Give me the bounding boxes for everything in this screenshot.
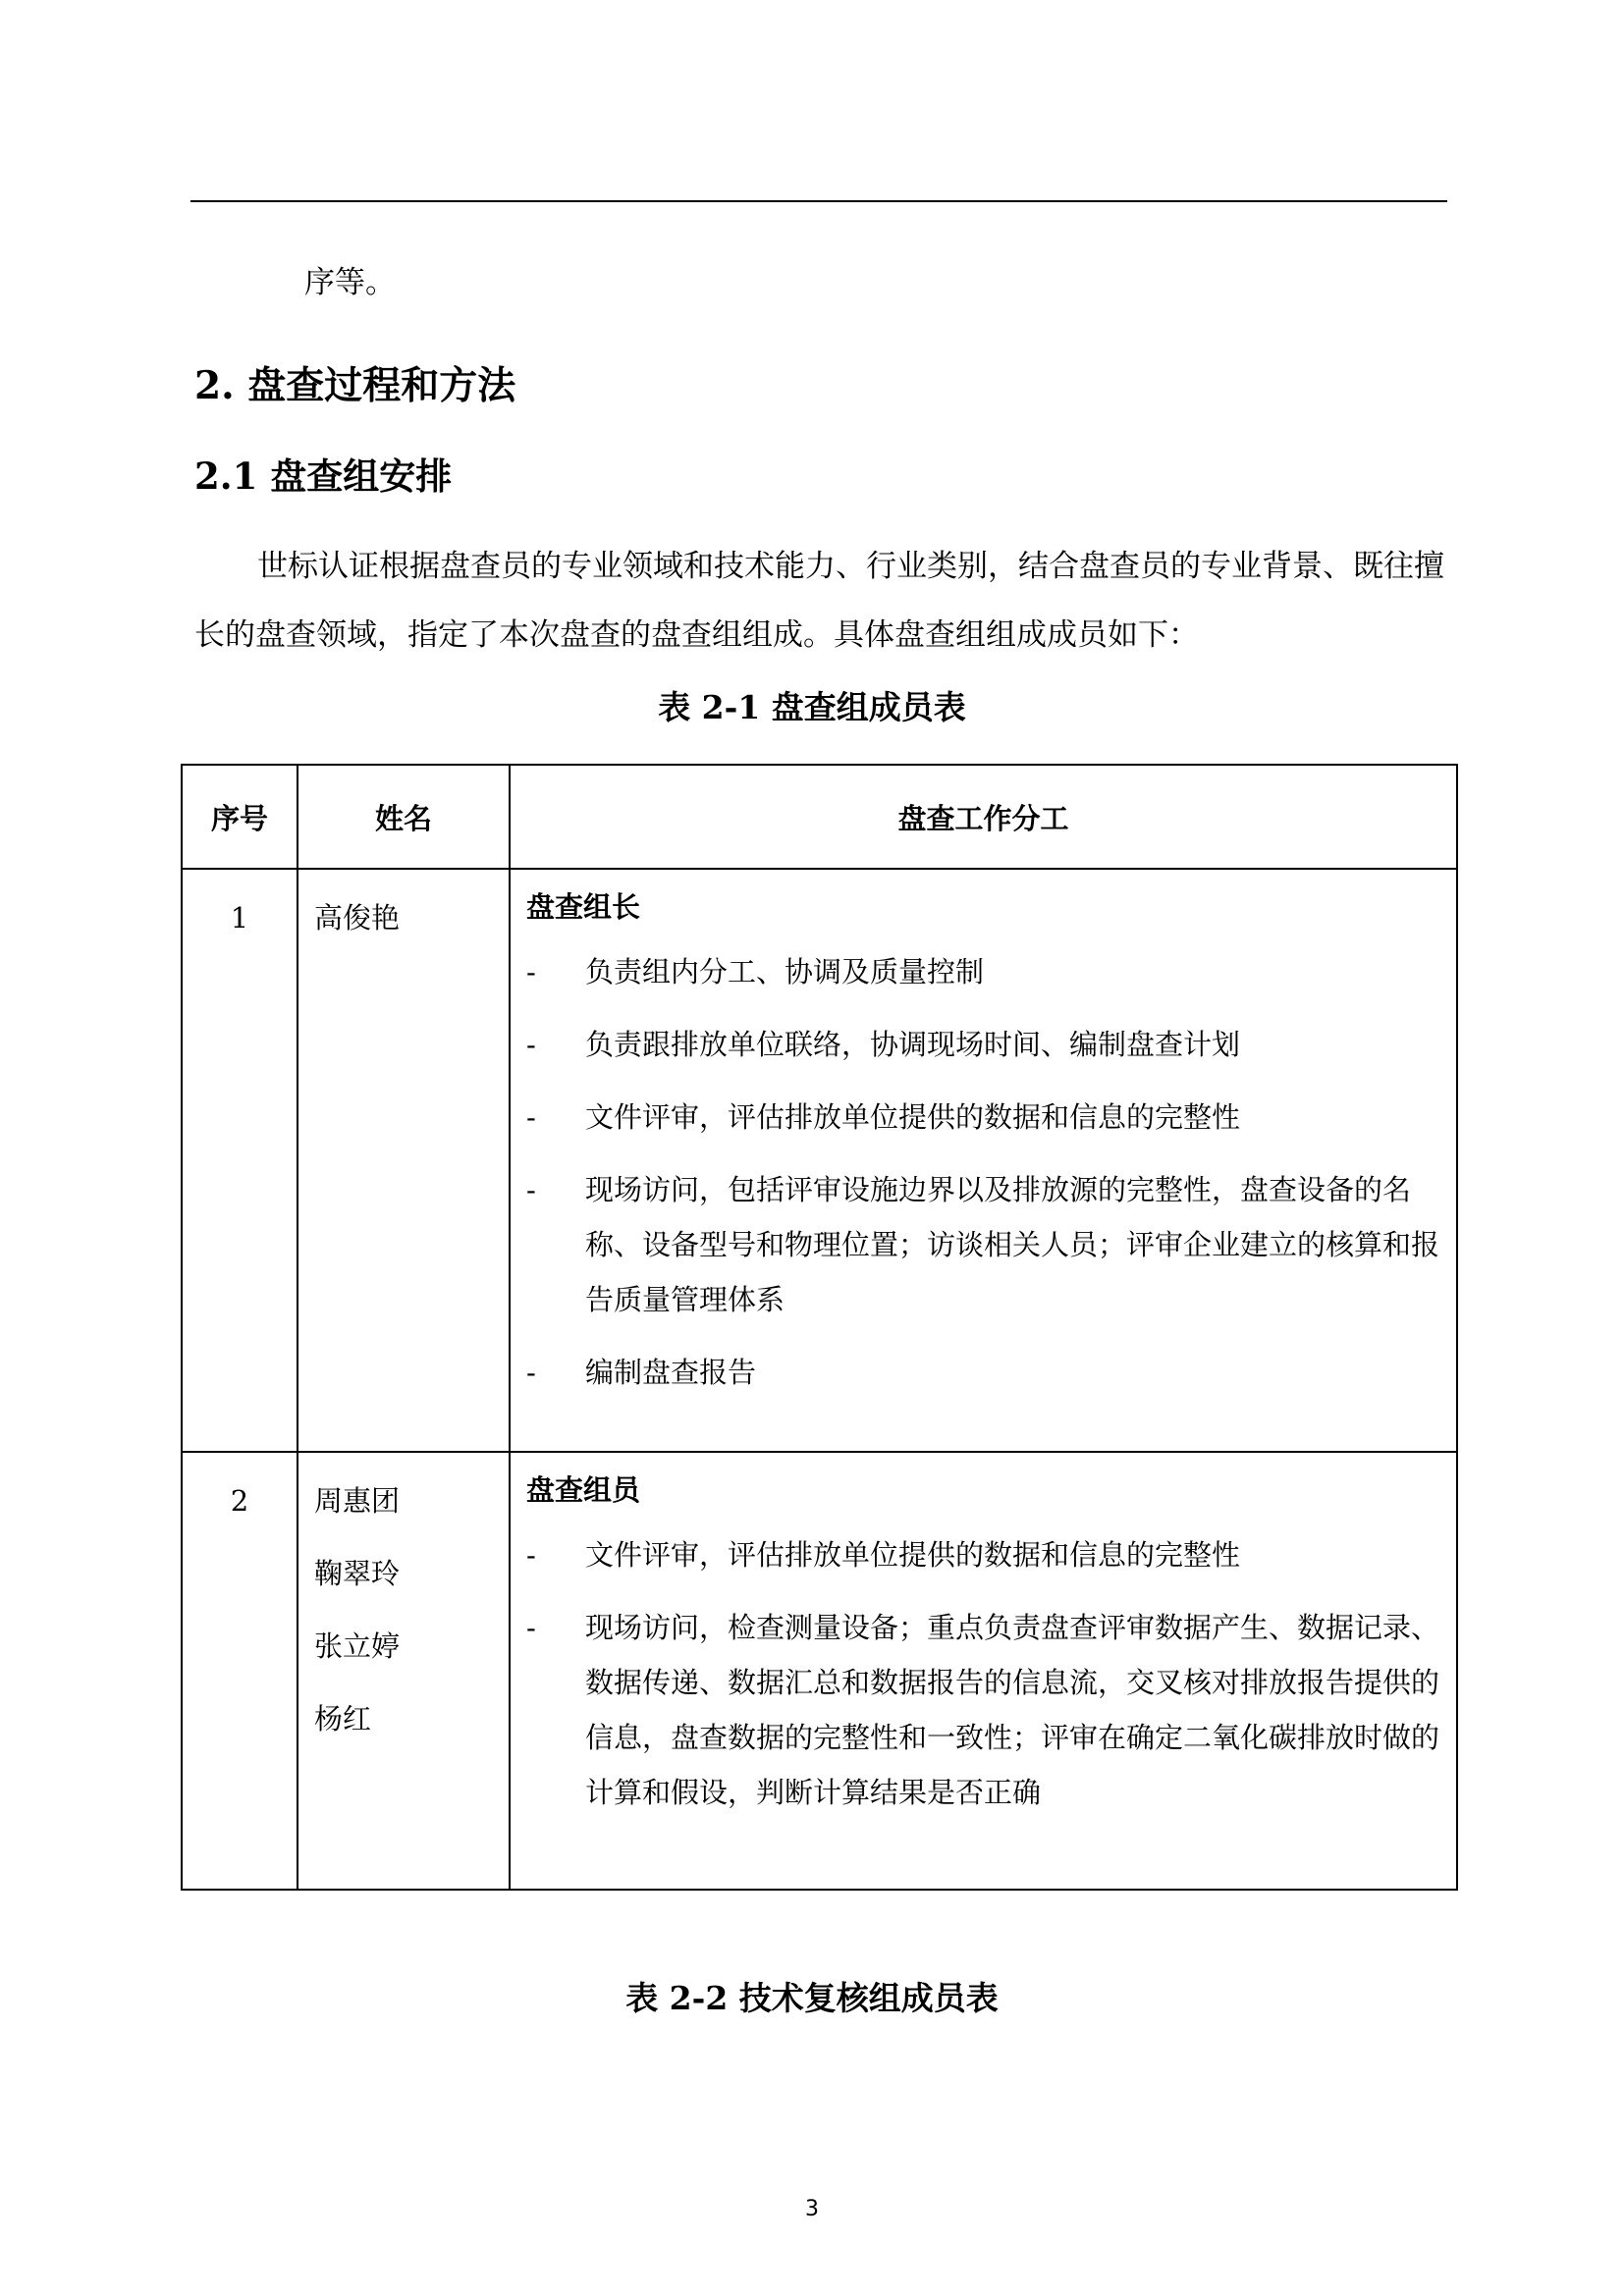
member-name: 杨红 [314,1702,372,1735]
duty-text: 编制盘查报告 [585,1356,757,1389]
duty-item [526,1017,1440,1072]
header-duty: 盘查工作分工 [510,765,1457,869]
row-number: 1 [182,869,298,1452]
table-row [182,1452,1457,1890]
dash-marker: - [526,1100,536,1134]
member-name: 高俊艳 [314,901,401,934]
header-no: 序号 [182,765,298,869]
duty-text: 文件评审，评估排放单位提供的数据和信息的完整性 [585,1538,1241,1572]
dash-marker: - [526,955,536,988]
duty-text: 现场访问，检查测量设备；重点负责盘查评审数据产生、数据记录、数据传递、数据汇总和数据报告的信息流，交叉核对排放报告提供的信息，盘查数据的完整性和一致性；评审在确定二氧化碳排放时做的计算和假设，判断计算结果是否正确 [585,1611,1440,1809]
dash-marker: - [526,1173,536,1206]
member-names [298,869,510,1452]
dash-marker: - [526,1611,536,1644]
header-rule [190,200,1447,202]
duty-item [526,1527,1440,1582]
table-header-row [182,765,1457,869]
role-title: 盘查组长 [526,890,641,924]
page-number: 3 [805,2197,819,2221]
duty-item [526,1345,1440,1400]
subsection-heading: 2.1 盘查组安排 [194,454,453,498]
row-number: 2 [182,1452,298,1890]
intro-paragraph: 世标认证根据盘查员的专业领域和技术能力、行业类别，结合盘查员的专业背景、既往擅长的盘查领域，指定了本次盘查的盘查组组成。具体盘查组组成成员如下： [194,549,1444,653]
table-row [182,869,1457,1452]
header-name: 姓名 [298,765,510,869]
dash-marker: - [526,1538,536,1572]
duty-text: 文件评审，评估排放单位提供的数据和信息的完整性 [585,1100,1241,1134]
duty-text: 现场访问，包括评审设施边界以及排放源的完整性，盘查设备的名称、设备型号和物理位置；访谈相关人员；评审企业建立的核算和报告质量管理体系 [585,1173,1440,1316]
member-names [298,1452,510,1890]
duty-item [526,1600,1440,1820]
duty-cell [510,869,1457,1452]
duty-text: 负责跟排放单位联络，协调现场时间、编制盘查计划 [585,1028,1241,1061]
table-caption-2: 表 2-2 技术复核组成员表 [625,1979,999,2017]
dash-marker: - [526,1356,536,1389]
team-table [181,764,1458,1891]
section-heading: 2. 盘查过程和方法 [194,363,516,408]
duty-item [526,1162,1440,1327]
duty-item [526,944,1440,999]
role-title: 盘查组员 [526,1473,641,1507]
duty-cell [510,1452,1457,1890]
continuation-text: 序等。 [304,265,396,300]
dash-marker: - [526,1028,536,1061]
member-name: 周惠团 [314,1484,401,1518]
table-caption: 表 2-1 盘查组成员表 [658,688,966,726]
member-name: 张立婷 [314,1629,401,1663]
duty-item [526,1090,1440,1145]
duty-text: 负责组内分工、协调及质量控制 [585,955,985,988]
member-name: 鞠翠玲 [314,1557,401,1590]
